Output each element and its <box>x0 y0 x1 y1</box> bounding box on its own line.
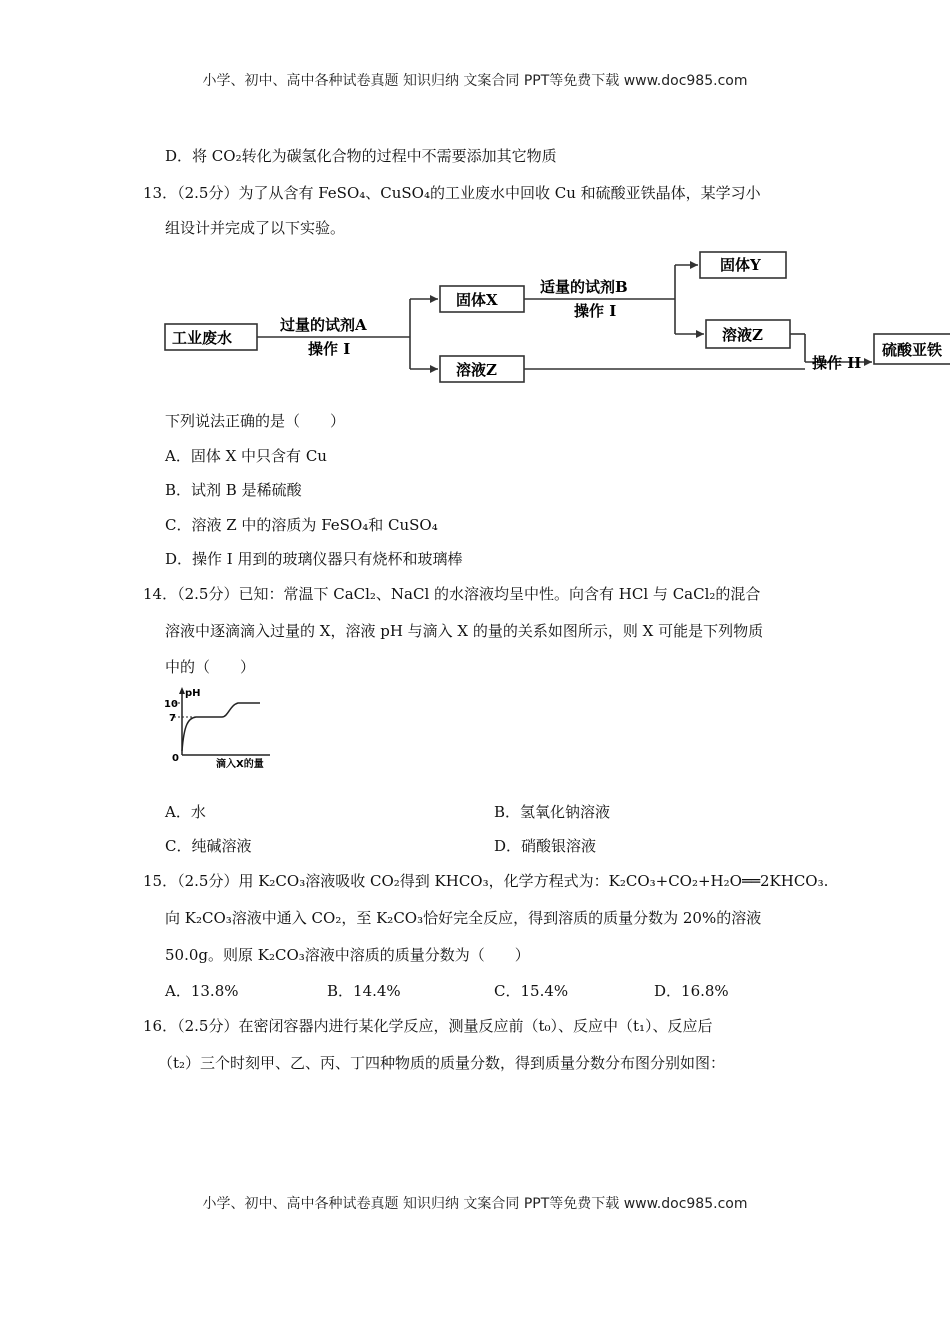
q12-option-d: D．将 CO₂转化为碳氢化合物的过程中不需要添加其它物质 <box>165 147 557 165</box>
tick-10: 10 <box>164 699 178 710</box>
arrowhead <box>430 295 438 303</box>
arrowhead <box>430 365 438 373</box>
tick-7: 7 <box>169 713 176 724</box>
ph-curve-graph <box>160 685 290 775</box>
label-solid-x: 固体X <box>456 291 498 309</box>
q15-option-b: B．14.4% <box>327 982 401 1000</box>
q14-stem-line3: 中的（ ） <box>165 658 256 676</box>
origin-label: 0 <box>172 753 179 764</box>
q13-stem-line2: 组设计并完成了以下实验。 <box>165 219 346 237</box>
label-operation-2: 操作 II <box>812 354 862 372</box>
q13-option-a: A．固体 X 中只含有 Cu <box>165 447 327 465</box>
label-operation-1a: 操作 I <box>308 340 351 358</box>
arrowhead <box>696 330 704 338</box>
label-wastewater: 工业废水 <box>172 329 233 347</box>
q15-option-c: C．15.4% <box>494 982 569 1000</box>
q14-option-b: B．氢氧化钠溶液 <box>494 803 611 821</box>
q15-stem-line1: 15．（2.5分）用 K₂CO₃溶液吸收 CO₂得到 KHCO₃，化学方程式为：K₂CO₃+CO₂+H₂O══2KHCO₃. <box>143 872 829 890</box>
q13-option-d: D．操作 I 用到的玻璃仪器只有烧杯和玻璃棒 <box>165 550 463 568</box>
q15-stem-line3: 50.0g。则原 K₂CO₃溶液中溶质的质量分数为（ ） <box>165 946 530 964</box>
label-solid-y: 固体Y <box>720 256 761 274</box>
q13-option-c: C．溶液 Z 中的溶质为 FeSO₄和 CuSO₄ <box>165 516 438 534</box>
q14-stem-line1: 14．（2.5分）已知：常温下 CaCl₂、NaCl 的水溶液均呈中性。向含有 HCl 与 CaCl₂的混合 <box>143 585 761 603</box>
x-axis-label: 滴入X的量 <box>216 759 264 770</box>
arrowhead <box>690 261 698 269</box>
arrowhead <box>864 358 872 366</box>
page-footer: 小学、初中、高中各种试卷真题 知识归纳 文案合同 PPT等免费下载 www.doc985.com <box>202 1196 748 1212</box>
q13-stem-line1: 13．（2.5分）为了从含有 FeSO₄、CuSO₄的工业废水中回收 Cu 和硫酸亚铁晶体，某学习小 <box>143 184 761 202</box>
ph-curve <box>182 703 260 751</box>
label-product: 硫酸亚铁 <box>882 341 943 359</box>
label-operation-1b: 操作 I <box>574 302 617 320</box>
q14-stem-line2: 溶液中逐滴滴入过量的 X，溶液 pH 与滴入 X 的量的关系如图所示，则 X 可能是下列物质 <box>165 622 764 640</box>
y-axis-label: pH <box>185 688 201 699</box>
q13-option-b: B．试剂 B 是稀硫酸 <box>165 481 302 499</box>
q15-option-d: D．16.8% <box>654 982 729 1000</box>
label-solution-z-upper: 溶液Z <box>722 326 763 344</box>
q15-option-a: A．13.8% <box>165 982 239 1000</box>
label-reagent-a: 过量的试剂A <box>280 316 367 334</box>
q14-option-c: C．纯碱溶液 <box>165 837 252 855</box>
q14-option-a: A．水 <box>165 803 206 821</box>
label-solution-z-lower: 溶液Z <box>456 361 497 379</box>
q14-option-d: D．硝酸银溶液 <box>494 837 597 855</box>
q16-stem-line1: 16．（2.5分）在密闭容器内进行某化学反应，测量反应前（t₀）、反应中（t₁）、反应后 <box>143 1017 713 1035</box>
page-header: 小学、初中、高中各种试卷真题 知识归纳 文案合同 PPT等免费下载 www.doc985.com <box>202 73 748 89</box>
process-flow-diagram <box>160 248 950 388</box>
label-reagent-b: 适量的试剂B <box>540 278 628 296</box>
q15-stem-line2: 向 K₂CO₃溶液中通入 CO₂，至 K₂CO₃恰好完全反应，得到溶质的质量分数为 20%的溶液 <box>165 909 762 927</box>
q16-stem-line2: （t₂）三个时刻甲、乙、丙、丁四种物质的质量分数，得到质量分数分布图分别如图： <box>158 1054 726 1072</box>
q13-prompt: 下列说法正确的是（ ） <box>165 412 346 430</box>
